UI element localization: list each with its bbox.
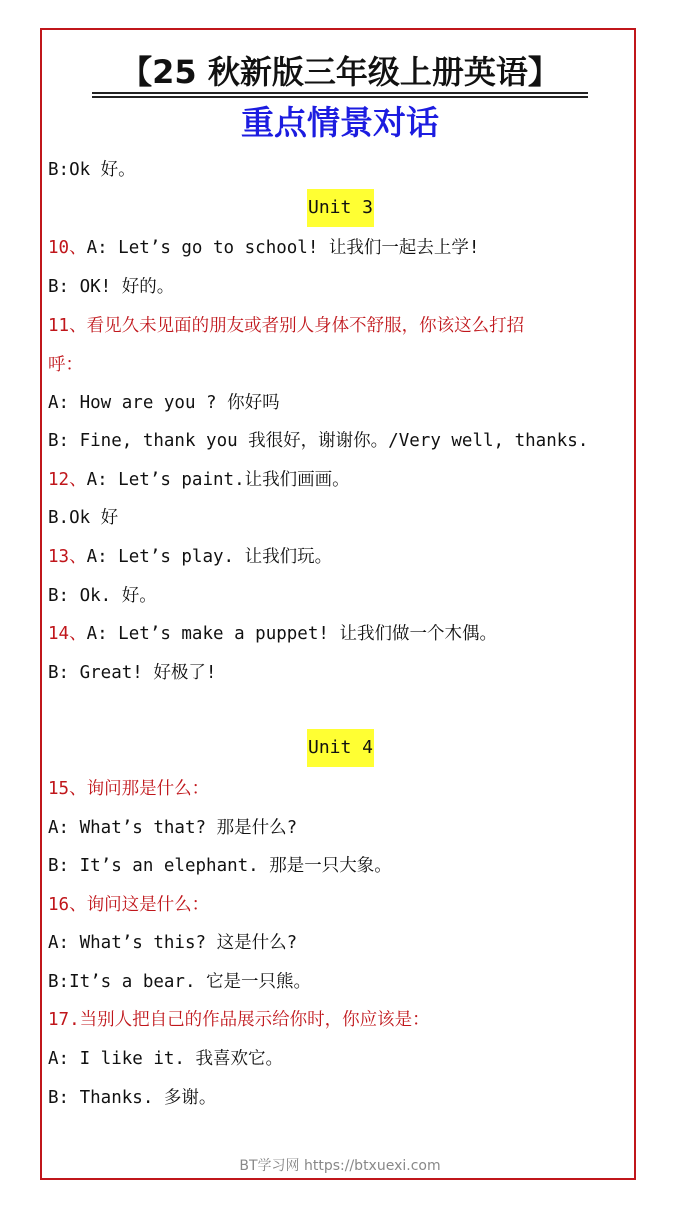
dialogue-line: A: What’s that? 那是什么? [48,818,298,838]
situation-heading-15: 15、询问那是什么： [48,779,210,799]
dialogue-line: B:It’s a bear. 它是一只熊。 [48,972,312,992]
dialogue-line-12 [48,467,638,493]
item-number: 14、 [48,624,87,644]
dialogue-line-14 [48,621,638,647]
dialogue-line: B: Ok. 好。 [48,586,157,606]
title-underline-top [92,92,588,94]
dialogue-line: A: How are you ? 你好吗 [48,393,280,413]
page-title: 【25 秋新版三年级上册英语】 [120,53,560,91]
situation-heading-11-cont: 呼： [48,355,83,375]
dialogue-text: A: Let’s go to school! 让我们一起去上学! [86,238,480,258]
unit-label-4: Unit 4 [307,729,374,767]
dialogue-line: B: OK! 好的。 [48,277,175,297]
dialogue-line-10 [48,235,638,261]
watermark-footer: BT学习网 https://btxuexi.com [239,1158,441,1174]
unit-label-3: Unit 3 [307,189,374,227]
item-number: 12、 [48,470,87,490]
dialogue-text: A: Let’s paint.让我们画画。 [86,470,350,490]
page-subtitle: 重点情景对话 [241,103,439,142]
situation-heading-16: 16、询问这是什么： [48,895,210,915]
dialogue-line-13 [48,544,638,570]
item-number: 13、 [48,547,87,567]
dialogue-line: B: Fine, thank you 我很好，谢谢你。/Very well, thanks. [48,431,589,451]
situation-heading-17: 17.当别人把自己的作品展示给你时，你应该是： [48,1010,430,1030]
dialogue-text: A: Let’s play. 让我们玩。 [86,547,333,567]
dialogue-line: B: Thanks. 多谢。 [48,1088,217,1108]
dialogue-line: B: It’s an elephant. 那是一只大象。 [48,856,392,876]
dialogue-line: B:Ok 好。 [48,160,136,180]
situation-heading-11: 11、看见久未见面的朋友或者别人身体不舒服，你该这么打招 [48,316,525,336]
dialogue-line: B.Ok 好 [48,508,119,528]
item-number: 10、 [48,238,87,258]
dialogue-line: A: What’s this? 这是什么? [48,933,298,953]
dialogue-text: A: Let’s make a puppet! 让我们做一个木偶。 [86,624,497,644]
dialogue-line: B: Great! 好极了! [48,663,217,683]
dialogue-line: A: I like it. 我喜欢它。 [48,1049,284,1069]
